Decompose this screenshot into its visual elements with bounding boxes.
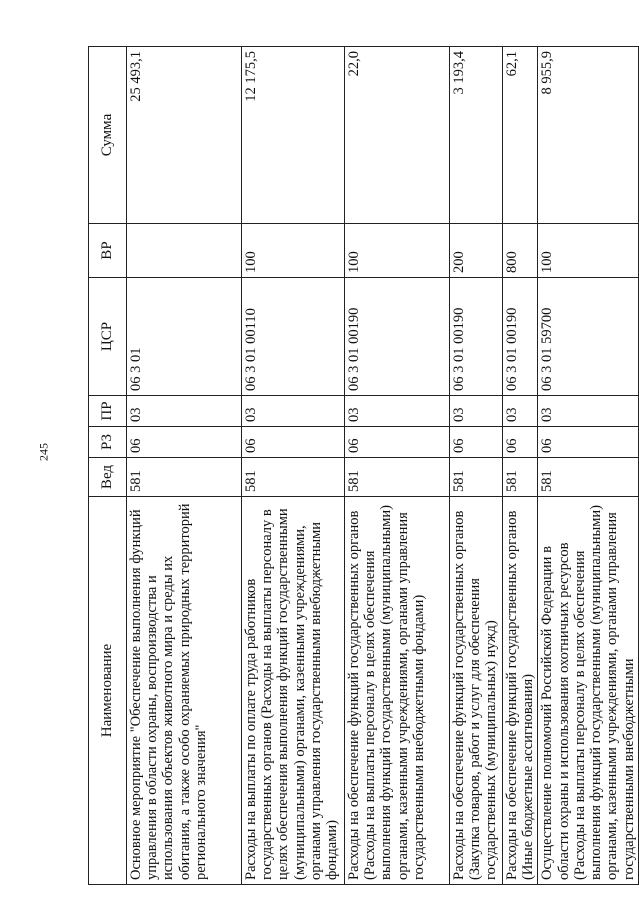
row-ved: 581 — [127, 458, 242, 497]
header-name: Наименование — [89, 497, 127, 885]
row-vr — [127, 224, 242, 278]
row-sum: 8 955,9 — [538, 47, 638, 224]
row-name: Осуществление полномочий Российской Федерации в области охраны и использования охотничьих ресурсов (Расходы на выплаты персоналу в целях обеспечения выполнения функций государственными (муниципальными) органами, казенными учреждениями, органами управления государственными внебюджетными — [538, 497, 638, 885]
rotated-page-content — [88, 47, 637, 885]
row-csr: 06 3 01 00190 — [345, 278, 450, 396]
table-header-row — [89, 47, 127, 885]
table-row — [127, 47, 242, 885]
header-sum: Сумма — [89, 47, 127, 224]
row-ved: 581 — [242, 458, 345, 497]
row-pr: 03 — [345, 396, 450, 427]
budget-table — [88, 46, 639, 885]
row-rz: 06 — [538, 427, 638, 458]
row-ved: 581 — [538, 458, 638, 497]
row-rz: 06 — [450, 427, 503, 458]
page-number: 245 — [36, 443, 51, 461]
row-pr: 03 — [450, 396, 503, 427]
row-sum: 12 175,5 — [242, 47, 345, 224]
row-rz: 06 — [242, 427, 345, 458]
table-row — [538, 47, 638, 885]
row-vr: 100 — [242, 224, 345, 278]
row-sum: 3 193,4 — [450, 47, 503, 224]
row-csr: 06 3 01 — [127, 278, 242, 396]
row-name: Расходы на обеспечение функций государственных органов (Расходы на выплаты персоналу в целях обеспечения выполнения функций государственными (муниципальными) органами, казенными учреждениями, органами управления государственными внебюджетными фондами) — [345, 497, 450, 885]
row-pr: 03 — [503, 396, 538, 427]
header-vr: ВР — [89, 224, 127, 278]
row-vr: 100 — [345, 224, 450, 278]
row-vr: 200 — [450, 224, 503, 278]
table-row — [242, 47, 345, 885]
row-ved: 581 — [503, 458, 538, 497]
row-vr: 800 — [503, 224, 538, 278]
row-name: Расходы на обеспечение функций государственных органов (Закупка товаров, работ и услуг для обеспечения государственных (муниципальных) нужд) — [450, 497, 503, 885]
row-csr: 06 3 01 00190 — [503, 278, 538, 396]
header-ved: Вед — [89, 458, 127, 497]
row-pr: 03 — [242, 396, 345, 427]
table-row — [503, 47, 538, 885]
row-name: Расходы на выплаты по оплате труда работников государственных органов (Расходы на выплаты персоналу в целях обеспечения выполнения функций государственными (муниципальными) органами, казенными учреждениями, органами управления государственными внебюджетными фондами) — [242, 497, 345, 885]
header-pr: ПР — [89, 396, 127, 427]
row-sum: 25 493,1 — [127, 47, 242, 224]
row-rz: 06 — [127, 427, 242, 458]
row-rz: 06 — [503, 427, 538, 458]
table-row — [345, 47, 450, 885]
row-sum: 22,0 — [345, 47, 450, 224]
row-csr: 06 3 01 00190 — [450, 278, 503, 396]
header-csr: ЦСР — [89, 278, 127, 396]
row-vr: 100 — [538, 224, 638, 278]
row-csr: 06 3 01 59700 — [538, 278, 638, 396]
row-pr: 03 — [127, 396, 242, 427]
row-csr: 06 3 01 00110 — [242, 278, 345, 396]
table-row — [450, 47, 503, 885]
row-rz: 06 — [345, 427, 450, 458]
row-pr: 03 — [538, 396, 638, 427]
row-ved: 581 — [345, 458, 450, 497]
header-rz: РЗ — [89, 427, 127, 458]
row-sum: 62,1 — [503, 47, 538, 224]
row-name: Расходы на обеспечение функций государственных органов (Иные бюджетные ассигнования) — [503, 497, 538, 885]
row-ved: 581 — [450, 458, 503, 497]
row-name: Основное мероприятие "Обеспечение выполнения функций управления в области охраны, воспроизводства и использования объектов животного мира и среды их обитания, а также особо охраняемых природных территорий регионального значения" — [127, 497, 242, 885]
